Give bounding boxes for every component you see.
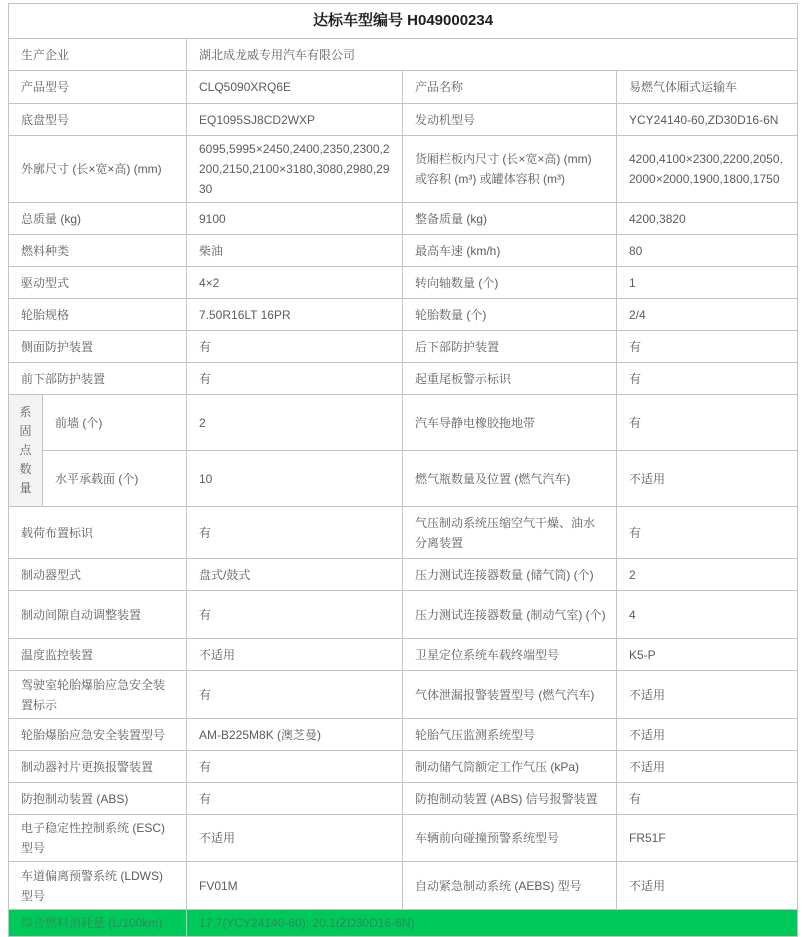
table-row (9, 639, 798, 671)
spec-value: 不适用 (187, 639, 403, 671)
spec-value: K5-P (617, 639, 798, 671)
spec-label: 轮胎数量 (个) (403, 299, 617, 331)
spec-value: 80 (617, 235, 798, 267)
spec-value: 柴油 (187, 235, 403, 267)
spec-label: 制动间隙自动调整装置 (9, 591, 187, 639)
page-title: 达标车型编号 H049000234 (9, 4, 798, 39)
spec-value: 10 (187, 451, 403, 507)
spec-value: 1 (617, 267, 798, 299)
spec-value: 有 (187, 671, 403, 719)
table-row (9, 591, 798, 639)
spec-value: AM-B225M8K (澳芝曼) (187, 719, 403, 751)
spec-value: 有 (617, 395, 798, 451)
spec-value: 17.7(YCY24140-60); 20.1(ZD30D16-6N) (187, 910, 798, 937)
table-row (9, 203, 798, 235)
spec-sublabel: 水平承载面 (个) (43, 451, 187, 507)
spec-label: 侧面防护装置 (9, 331, 187, 363)
table-row (9, 751, 798, 783)
spec-label: 燃气瓶数量及位置 (燃气汽车) (403, 451, 617, 507)
table-row (9, 862, 798, 910)
spec-value: 6095,5995×2450,2400,2350,2300,2200,2150,2100×3180,3080,2980,2930 (187, 136, 403, 203)
table-row-fuel-consumption-highlighted (9, 910, 798, 937)
spec-value: 有 (187, 751, 403, 783)
table-row (9, 104, 798, 136)
spec-value: CLQ5090XRQ6E (187, 71, 403, 104)
table-header-row (9, 4, 798, 39)
table-row-group-tiedown (9, 451, 798, 507)
spec-value: 不适用 (617, 671, 798, 719)
spec-value: YCY24140-60,ZD30D16-6N (617, 104, 798, 136)
spec-label: 驾驶室轮胎爆胎应急安全装置标示 (9, 671, 187, 719)
spec-value: 不适用 (187, 815, 403, 862)
spec-label: 生产企业 (9, 39, 187, 71)
spec-label: 轮胎爆胎应急安全装置型号 (9, 719, 187, 751)
spec-label: 底盘型号 (9, 104, 187, 136)
table-row (9, 299, 798, 331)
spec-label: 温度监控装置 (9, 639, 187, 671)
spec-label: 气压制动系统压缩空气干燥、油水分离装置 (403, 507, 617, 559)
table-row (9, 71, 798, 104)
spec-label: 转向轴数量 (个) (403, 267, 617, 299)
spec-value: 9100 (187, 203, 403, 235)
spec-label: 电子稳定性控制系统 (ESC) 型号 (9, 815, 187, 862)
spec-label: 汽车导静电橡胶拖地带 (403, 395, 617, 451)
spec-label: 车辆前向碰撞预警系统型号 (403, 815, 617, 862)
spec-label: 车道偏离预警系统 (LDWS) 型号 (9, 862, 187, 910)
table-row (9, 671, 798, 719)
vehicle-spec-page (8, 3, 798, 937)
table-row (9, 719, 798, 751)
spec-label: 轮胎气压监测系统型号 (403, 719, 617, 751)
table-row (9, 815, 798, 862)
spec-sublabel: 前墙 (个) (43, 395, 187, 451)
spec-value: 有 (187, 507, 403, 559)
spec-label: 整备质量 (kg) (403, 203, 617, 235)
spec-value: 2/4 (617, 299, 798, 331)
spec-label: 前下部防护装置 (9, 363, 187, 395)
spec-label: 产品名称 (403, 71, 617, 104)
spec-value: 有 (187, 331, 403, 363)
spec-value: 7.50R16LT 16PR (187, 299, 403, 331)
spec-value: 4×2 (187, 267, 403, 299)
table-row (9, 39, 798, 71)
spec-value: 2 (617, 559, 798, 591)
spec-value: 易燃气体厢式运输车 (617, 71, 798, 104)
spec-label: 后下部防护装置 (403, 331, 617, 363)
spec-label: 压力测试连接器数量 (储气筒) (个) (403, 559, 617, 591)
spec-value: FR51F (617, 815, 798, 862)
spec-value: FV01M (187, 862, 403, 910)
spec-value: 有 (617, 331, 798, 363)
spec-value: 有 (187, 591, 403, 639)
table-row (9, 235, 798, 267)
table-row (9, 783, 798, 815)
spec-value: 2 (187, 395, 403, 451)
table-row (9, 267, 798, 299)
spec-value: 不适用 (617, 751, 798, 783)
spec-label: 驱动型式 (9, 267, 187, 299)
spec-label: 货厢栏板内尺寸 (长×宽×高) (mm) 或容积 (m³) 或罐体容积 (m³) (403, 136, 617, 203)
spec-value: 4200,3820 (617, 203, 798, 235)
spec-label: 发动机型号 (403, 104, 617, 136)
spec-label: 产品型号 (9, 71, 187, 104)
spec-value: 不适用 (617, 862, 798, 910)
spec-label: 燃料种类 (9, 235, 187, 267)
table-row (9, 363, 798, 395)
spec-value: 有 (617, 783, 798, 815)
table-row (9, 507, 798, 559)
spec-label: 制动储气筒额定工作气压 (kPa) (403, 751, 617, 783)
spec-label: 气体泄漏报警装置型号 (燃气汽车) (403, 671, 617, 719)
spec-value: 不适用 (617, 451, 798, 507)
table-row (9, 559, 798, 591)
spec-label: 制动器型式 (9, 559, 187, 591)
spec-label: 自动紧急制动系统 (AEBS) 型号 (403, 862, 617, 910)
spec-label: 综合燃料消耗量 (L/100km) (9, 910, 187, 937)
spec-value: 湖北成龙威专用汽车有限公司 (187, 39, 798, 71)
group-label-tiedown-points: 系固点数量 (9, 395, 43, 507)
spec-label: 载荷布置标识 (9, 507, 187, 559)
spec-value: EQ1095SJ8CD2WXP (187, 104, 403, 136)
spec-value: 不适用 (617, 719, 798, 751)
spec-value: 有 (617, 507, 798, 559)
spec-label: 外廓尺寸 (长×宽×高) (mm) (9, 136, 187, 203)
table-row (9, 331, 798, 363)
spec-value: 有 (187, 363, 403, 395)
table-row-group-tiedown (9, 395, 798, 451)
spec-label: 总质量 (kg) (9, 203, 187, 235)
spec-label: 起重尾板警示标识 (403, 363, 617, 395)
spec-label: 轮胎规格 (9, 299, 187, 331)
spec-value: 4200,4100×2300,2200,2050,2000×2000,1900,1800,1750 (617, 136, 798, 203)
spec-value: 有 (187, 783, 403, 815)
spec-label: 卫星定位系统车载终端型号 (403, 639, 617, 671)
spec-label: 防抱制动装置 (ABS) 信号报警装置 (403, 783, 617, 815)
spec-label: 防抱制动装置 (ABS) (9, 783, 187, 815)
spec-label: 压力测试连接器数量 (制动气室) (个) (403, 591, 617, 639)
spec-label: 最高车速 (km/h) (403, 235, 617, 267)
spec-label: 制动器衬片更换报警装置 (9, 751, 187, 783)
spec-value: 有 (617, 363, 798, 395)
spec-value: 4 (617, 591, 798, 639)
spec-table (8, 3, 798, 937)
spec-value: 盘式/鼓式 (187, 559, 403, 591)
table-row (9, 136, 798, 203)
